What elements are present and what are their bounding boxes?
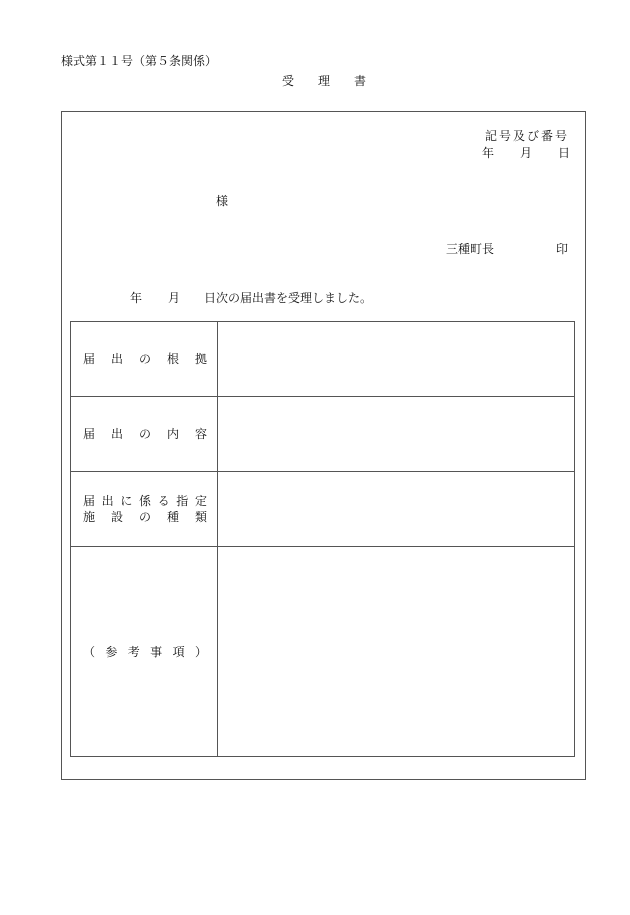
mayor-label: 三種町長 <box>446 242 495 256</box>
row-label-basis <box>71 322 218 397</box>
acceptance-year: 年 <box>130 291 143 305</box>
row-value-remarks[interactable] <box>218 547 575 757</box>
issue-date-month: 月 <box>519 146 532 160</box>
row-label-facility-type <box>71 472 218 547</box>
row-label-remarks <box>71 547 218 757</box>
label-line: 施 設 の 種 類 <box>83 510 207 524</box>
record-number-label: 記号及び番号 <box>484 129 569 143</box>
table-row <box>71 397 575 472</box>
table-row <box>71 547 575 757</box>
acceptance-text: 日次の届出書を受理しました。 <box>204 291 373 305</box>
acceptance-statement <box>130 292 372 304</box>
issue-date <box>482 147 570 159</box>
seal-label: 印 <box>556 242 569 256</box>
label-line: 届 出 に 係 る 指 定 <box>83 494 207 508</box>
issue-date-year: 年 <box>481 146 494 160</box>
row-value-content[interactable] <box>218 397 575 472</box>
row-value-facility-type[interactable] <box>218 472 575 547</box>
notification-detail-table <box>70 321 575 757</box>
issue-date-day: 日 <box>557 146 570 160</box>
label-line: 届 出 の 根 拠 <box>83 352 207 366</box>
addressee-honorific: 様 <box>216 194 229 208</box>
row-label-content <box>71 397 218 472</box>
row-value-basis[interactable] <box>218 322 575 397</box>
label-line: （ 参 考 事 項 ） <box>83 644 207 659</box>
acceptance-month: 月 <box>168 291 181 305</box>
table-row <box>71 472 575 547</box>
table-row <box>71 322 575 397</box>
document-title: 受理書 <box>282 74 391 88</box>
form-number: 様式第１１号（第５条関係） <box>61 54 218 68</box>
label-line: 届 出 の 内 容 <box>83 427 207 441</box>
